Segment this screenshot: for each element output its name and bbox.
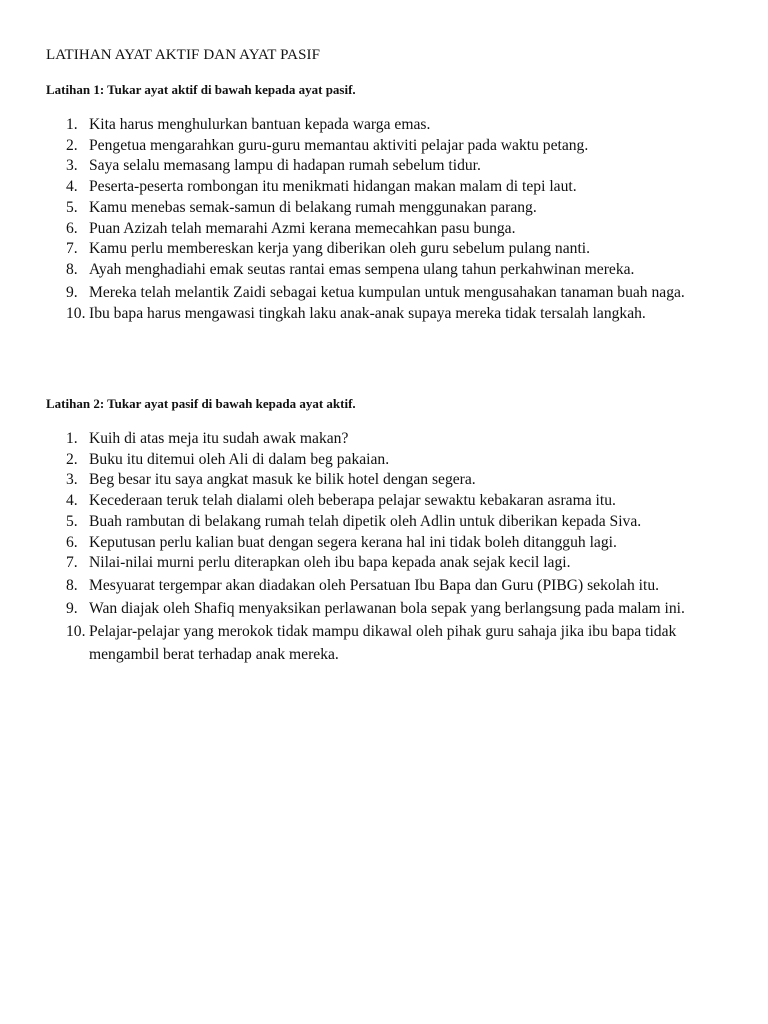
exercise-1-heading: Latihan 1: Tukar ayat aktif di bawah kepada ayat pasif. [46,82,356,97]
list-item [46,136,736,157]
list-item [46,115,736,136]
item-text: Puan Azizah telah memarahi Azmi kerana memecahkan pasu bunga. [89,219,516,237]
item-text: Mesyuarat tergempar akan diadakan oleh Persatuan Ibu Bapa dan Guru (PIBG) sekolah itu. [89,576,660,594]
item-number: 6. [66,533,78,551]
item-number: 1. [66,430,78,447]
item-number: 4. [66,492,78,510]
item-number: 3. [66,471,78,489]
list-item [46,450,736,471]
item-number: 10. [66,622,86,640]
item-number: 7. [66,554,78,572]
item-text: Buku itu ditemui oleh Ali di dalam beg pakaian. [89,450,390,468]
item-text: Wan diajak oleh Shafiq menyaksikan perlawanan bola sepak yang berlangsung pada malam ini. [89,599,685,617]
exercise-2-list [46,429,736,666]
list-item [46,533,736,554]
item-number: 9. [66,283,78,301]
item-text: Kita harus menghulurkan bantuan kepada warga emas. [89,116,431,133]
item-text: Kecederaan teruk telah dialami oleh beberapa pelajar sewaktu kebakaran asrama itu. [89,492,616,510]
list-item [46,512,736,533]
exercise-1-list [46,115,736,324]
item-text: Pelajar-pelajar yang merokok tidak mampu dikawal oleh pihak guru sahaja jika ibu bapa tidak mengambil berat terhadap anak mereka. [89,622,677,663]
item-text: Ibu bapa harus mengawasi tingkah laku anak-anak supaya mereka tidak tersalah langkah. [89,304,646,322]
item-number: 4. [66,178,78,196]
list-item [46,574,736,597]
item-text: Kamu menebas semak-samun di belakang rumah menggunakan parang. [89,198,537,216]
item-text: Kamu perlu membereskan kerja yang diberikan oleh guru sebelum pulang nanti. [89,240,591,258]
list-item [46,239,736,260]
item-number: 5. [66,198,78,216]
item-text: Peserta-peserta rombongan itu menikmati hidangan makan malam di tepi laut. [89,178,577,196]
item-number: 7. [66,240,78,258]
item-text: Kuih di atas meja itu sudah awak makan? [89,430,349,447]
item-text: Saya selalu memasang lampu di hadapan rumah sebelum tidur. [89,157,481,175]
item-number: 5. [66,512,78,530]
item-text: Keputusan perlu kalian buat dengan segera kerana hal ini tidak boleh ditangguh lagi. [89,533,617,551]
list-item [46,620,736,666]
item-number: 8. [66,576,78,594]
item-text: Beg besar itu saya angkat masuk ke bilik hotel dengan segera. [89,471,476,489]
list-item [46,470,736,491]
item-number: 2. [66,136,78,154]
list-item [46,281,736,304]
list-item [46,553,736,574]
item-text: Pengetua mengarahkan guru-guru memantau aktiviti pelajar pada waktu petang. [89,136,589,154]
item-number: 2. [66,450,78,468]
item-number: 3. [66,157,78,175]
item-number: 6. [66,219,78,237]
item-text: Ayah menghadiahi emak seutas rantai emas sempena ulang tahun perkahwinan mereka. [89,260,635,278]
item-text: Buah rambutan di belakang rumah telah dipetik oleh Adlin untuk diberikan kepada Siva. [89,512,642,530]
item-text: Mereka telah melantik Zaidi sebagai ketua kumpulan untuk mengusahakan tanaman buah naga. [89,283,685,301]
list-item [46,491,736,512]
list-item [46,304,736,325]
list-item [46,198,736,219]
exercise-2-heading: Latihan 2: Tukar ayat pasif di bawah kepada ayat aktif. [46,396,356,411]
item-number: 1. [66,116,78,133]
list-item [46,219,736,240]
list-item [46,177,736,198]
list-item [46,597,736,620]
list-item [46,260,736,281]
list-item [46,429,736,450]
item-number: 8. [66,260,78,278]
item-number: 10. [66,304,86,322]
item-text: Nilai-nilai murni perlu diterapkan oleh ibu bapa kepada anak sejak kecil lagi. [89,554,571,572]
item-number: 9. [66,599,78,617]
document-title: LATIHAN AYAT AKTIF DAN AYAT PASIF [46,47,321,63]
list-item [46,156,736,177]
